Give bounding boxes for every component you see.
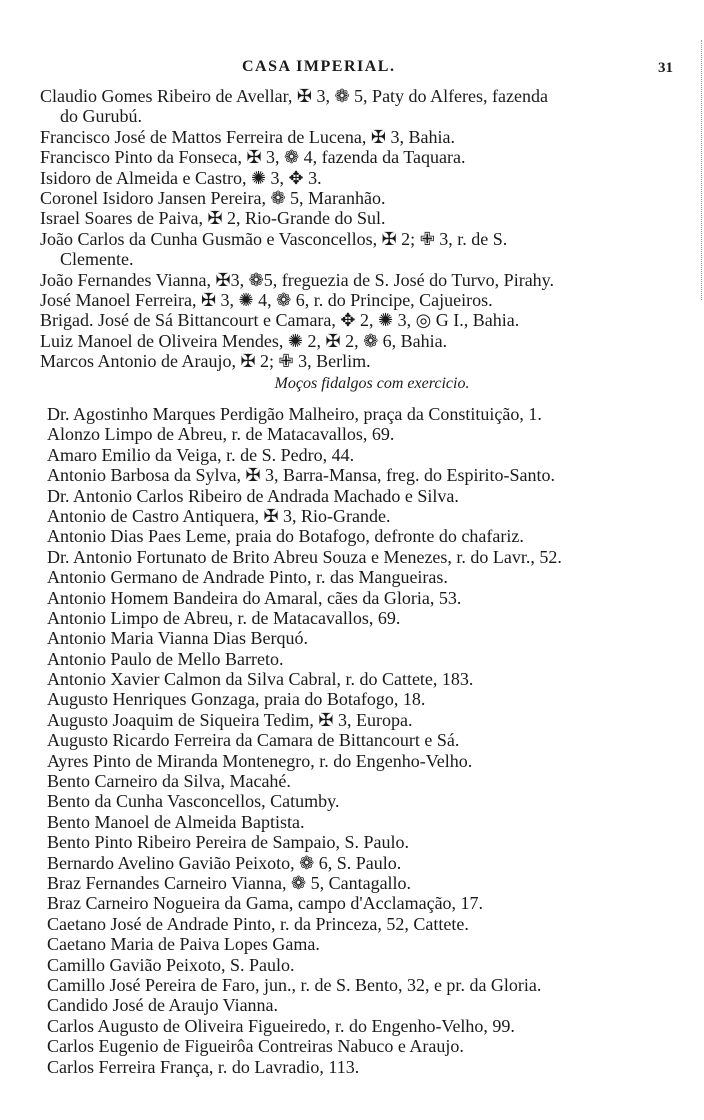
entry-line: Israel Soares de Paiva, ✠ 2, Rio-Grande do Sul. (40, 208, 386, 229)
entry-line: Isidoro de Almeida e Castro, ✺ 3, ✥ 3. (40, 167, 322, 188)
entry-line: Antonio Paulo de Mello Barreto. (47, 648, 284, 669)
entry-line: Carlos Eugenio de Figueirôa Contreiras Nabuco e Araujo. (47, 1036, 464, 1057)
entry-line: Carlos Ferreira França, r. do Lavradio, 113. (47, 1056, 360, 1077)
entry-line: Antonio de Castro Antiquera, ✠ 3, Rio-Grande. (47, 505, 391, 526)
entry-line: Antonio Limpo de Abreu, r. de Matacavallos, 69. (47, 607, 401, 628)
entry-line: Amaro Emilio da Veiga, r. de S. Pedro, 44. (47, 444, 355, 465)
entry-line: João Fernandes Vianna, ✠3, ❁5, freguezia de S. José do Turvo, Pirahy. (40, 269, 555, 290)
page-number: 31 (658, 60, 673, 76)
entry-line: Bento da Cunha Vasconcellos, Catumby. (47, 791, 340, 812)
entry-line: Luiz Manoel de Oliveira Mendes, ✺ 2, ✠ 2, ❁ 6, Bahia. (40, 330, 448, 351)
entry-line: Augusto Ricardo Ferreira da Camara de Bittancourt e Sá. (47, 730, 460, 751)
entry-line: Marcos Antonio de Araujo, ✠ 2; ✙ 3, Berlim. (40, 351, 371, 372)
section-heading: Moços fidalgos com exercicio. (274, 375, 470, 392)
entry-line: Ayres Pinto de Miranda Montenegro, r. do Engenho-Velho. (47, 750, 473, 771)
entry-line: Brigad. José de Sá Bittancourt e Camara, ✥ 2, ✺ 3, ◎ G I., Bahia. (40, 310, 520, 331)
entry-line: Augusto Henriques Gonzaga, praia do Botafogo, 18. (47, 689, 426, 710)
entry-line: Dr. Antonio Carlos Ribeiro de Andrada Machado e Silva. (47, 485, 459, 506)
entry-line: Antonio Homem Bandeira do Amaral, cães da Gloria, 53. (47, 587, 462, 608)
entry-line: Bento Pinto Ribeiro Pereira de Sampaio, S. Paulo. (47, 832, 409, 853)
entry-line: Augusto Joaquim de Siqueira Tedim, ✠ 3, Europa. (47, 709, 413, 730)
entry-line: José Manoel Ferreira, ✠ 3, ✺ 4, ❁ 6, r. do Principe, Cajueiros. (40, 289, 493, 310)
entry-line: Antonio Maria Vianna Dias Berquó. (47, 628, 309, 649)
entry-line: Coronel Isidoro Jansen Pereira, ❁ 5, Maranhão. (40, 187, 386, 208)
entries-list-mocos-fidalgos (47, 404, 687, 1077)
entry-line: Carlos Augusto de Oliveira Figueiredo, r. do Engenho-Velho, 99. (47, 1015, 515, 1036)
header-title: CASA IMPERIAL. (242, 58, 396, 75)
entry-line: Bernardo Avelino Gavião Peixoto, ❁ 6, S. Paulo. (47, 852, 402, 873)
entry-continuation: Clemente. (60, 249, 134, 270)
entry-line: Francisco José de Mattos Ferreira de Lucena, ✠ 3, Bahia. (40, 126, 455, 147)
entry-line: Francisco Pinto da Fonseca, ✠ 3, ❁ 4, fazenda da Taquara. (40, 147, 466, 168)
entry-line: João Carlos da Cunha Gusmão e Vasconcellos, ✠ 2; ✙ 3, r. de S. (40, 228, 508, 249)
entries-list-titled (40, 86, 680, 371)
entry-line: Antonio Germano de Andrade Pinto, r. das Mangueiras. (47, 567, 448, 588)
entry-line: Bento Carneiro da Silva, Macahé. (47, 771, 291, 792)
entry-line: Dr. Antonio Fortunato de Brito Abreu Souza e Menezes, r. do Lavr., 52. (47, 546, 562, 567)
entry-line: Camillo Gavião Peixoto, S. Paulo. (47, 954, 295, 975)
entry-line: Bento Manoel de Almeida Baptista. (47, 811, 305, 832)
entry-line: Candido José de Araujo Vianna. (47, 995, 279, 1016)
entry-line: Caetano José de Andrade Pinto, r. da Princeza, 52, Cattete. (47, 913, 469, 934)
entry-line: Dr. Agostinho Marques Perdigão Malheiro, praça da Constituição, 1. (47, 404, 542, 424)
running-header (0, 58, 704, 80)
page-edge (698, 40, 702, 300)
entry-line: Caetano Maria de Paiva Lopes Gama. (47, 934, 320, 955)
entry-line: Camillo José Pereira de Faro, jun., r. de S. Bento, 32, e pr. da Gloria. (47, 974, 542, 995)
entry-line: Braz Carneiro Nogueira da Gama, campo d'Acclamação, 17. (47, 893, 484, 914)
entry-line: Alonzo Limpo de Abreu, r. de Matacavallos, 69. (47, 424, 395, 445)
entry-line: Braz Fernandes Carneiro Vianna, ❁ 5, Cantagallo. (47, 872, 412, 893)
entry-line: Claudio Gomes Ribeiro de Avellar, ✠ 3, ❁ 5, Paty do Alferes, fazenda (40, 86, 548, 106)
entry-continuation: do Gurubú. (60, 106, 142, 127)
entry-line: Antonio Barbosa da Sylva, ✠ 3, Barra-Mansa, freg. do Espirito-Santo. (47, 465, 555, 486)
entry-line: Antonio Xavier Calmon da Silva Cabral, r. do Cattete, 183. (47, 669, 474, 690)
entry-line: Antonio Dias Paes Leme, praia do Botafogo, defronte do chafariz. (47, 526, 524, 547)
